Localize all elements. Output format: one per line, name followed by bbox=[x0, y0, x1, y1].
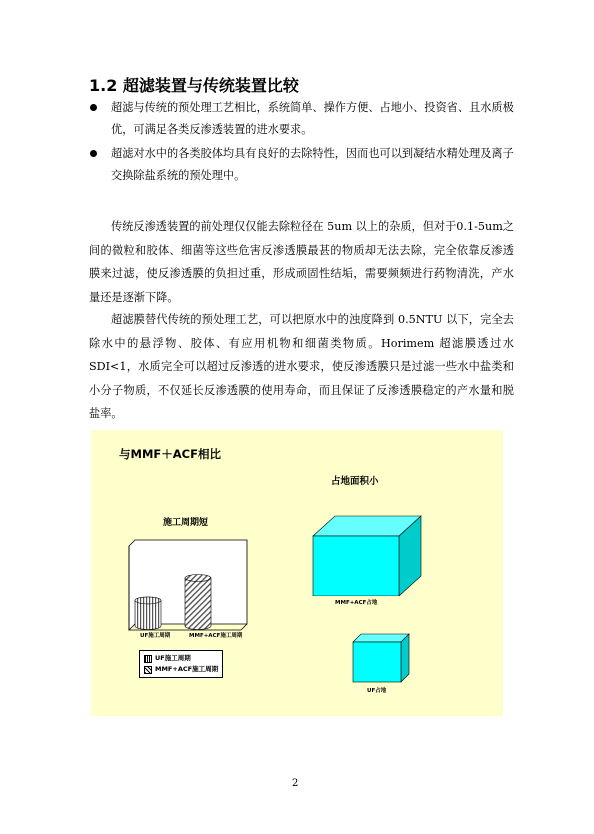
x-tick-label: UF施工周期 bbox=[140, 633, 171, 639]
bar-body bbox=[185, 578, 211, 630]
chart-legend bbox=[139, 650, 223, 678]
legend-item bbox=[144, 664, 218, 675]
bullet-text: 超滤对水中的各类胶体均具有良好的去除特性，因而也可以到凝结水精处理及离子交换除盐系统的预处理中。 bbox=[111, 147, 514, 182]
section-heading: 1.2 超滤装置与传统装置比较 bbox=[89, 76, 299, 95]
chart-title: 施工周期短 bbox=[163, 518, 209, 528]
legend-swatch-diagonal-stripes-icon bbox=[144, 666, 152, 674]
bullet-dot-icon bbox=[90, 104, 97, 111]
legend-label: MMF+ACF施工周期 bbox=[155, 665, 219, 673]
bar-body bbox=[135, 600, 161, 629]
bullet-text: 超滤与传统的预处理工艺相比，系统简单、操作方便、占地小、投资省、且水质极优，可满足各类反渗透装置的进水要求。 bbox=[111, 101, 514, 136]
legend-item bbox=[144, 653, 218, 664]
paragraph: 超滤膜替代传统的预处理工艺，可以把原水中的浊度降到 0.5NTU 以下，完全去除水中的悬浮物、胶体、有应用机物和细菌类物质。Horimem 超滤膜透过水 SDI<1，水质完全可以超过反渗透的进水要求，使反渗透膜只是过滤一些水中盐类和小分子物质，不仅延长反渗透膜的使用寿命，而且保证了反渗透膜稳定的产水量和脱盐率。 bbox=[89, 313, 514, 420]
chart-floor-edge bbox=[241, 624, 247, 630]
legend-swatch-vertical-stripes-icon bbox=[144, 655, 152, 663]
page-number: 2 bbox=[292, 778, 299, 789]
bar-chart bbox=[125, 538, 249, 634]
small-cube bbox=[351, 632, 411, 684]
cube-front-face bbox=[353, 642, 401, 682]
cube-top-face bbox=[353, 634, 409, 642]
large-cube bbox=[311, 514, 423, 596]
legend-label: UF施工周期 bbox=[155, 654, 191, 662]
bullet-list bbox=[89, 97, 514, 189]
bar bbox=[135, 597, 161, 630]
paragraph: 传统反渗透装置的前处理仅仅能去除粒径在 5um 以上的杂质，但对于0.1-5um之间的微粒和胶体、细菌等这些危害反渗透膜最甚的物质却无法去除，完全依靠反渗透膜来过滤，使反渗透膜的负担过重，形成顽固性结垢，需要频频进行药物清洗，产水量还是逐渐下降。 bbox=[89, 220, 514, 304]
cube-front-face bbox=[313, 536, 399, 596]
cube-label: MMF+ACF占地 bbox=[335, 600, 378, 606]
figure-title: 与MMF＋ACF相比 bbox=[119, 447, 221, 461]
bullet-item bbox=[89, 97, 514, 140]
bar-cap bbox=[135, 597, 161, 604]
area-title: 占地面积小 bbox=[331, 476, 379, 487]
x-tick-label: MMF+ACF施工周期 bbox=[189, 633, 243, 639]
comparison-figure bbox=[91, 430, 503, 716]
bar bbox=[185, 575, 211, 630]
bullet-item bbox=[89, 143, 514, 186]
cube-label: UF占地 bbox=[367, 688, 387, 694]
bar-cap bbox=[185, 575, 211, 582]
cube-side-face bbox=[401, 634, 409, 682]
bullet-dot-icon bbox=[90, 150, 97, 157]
